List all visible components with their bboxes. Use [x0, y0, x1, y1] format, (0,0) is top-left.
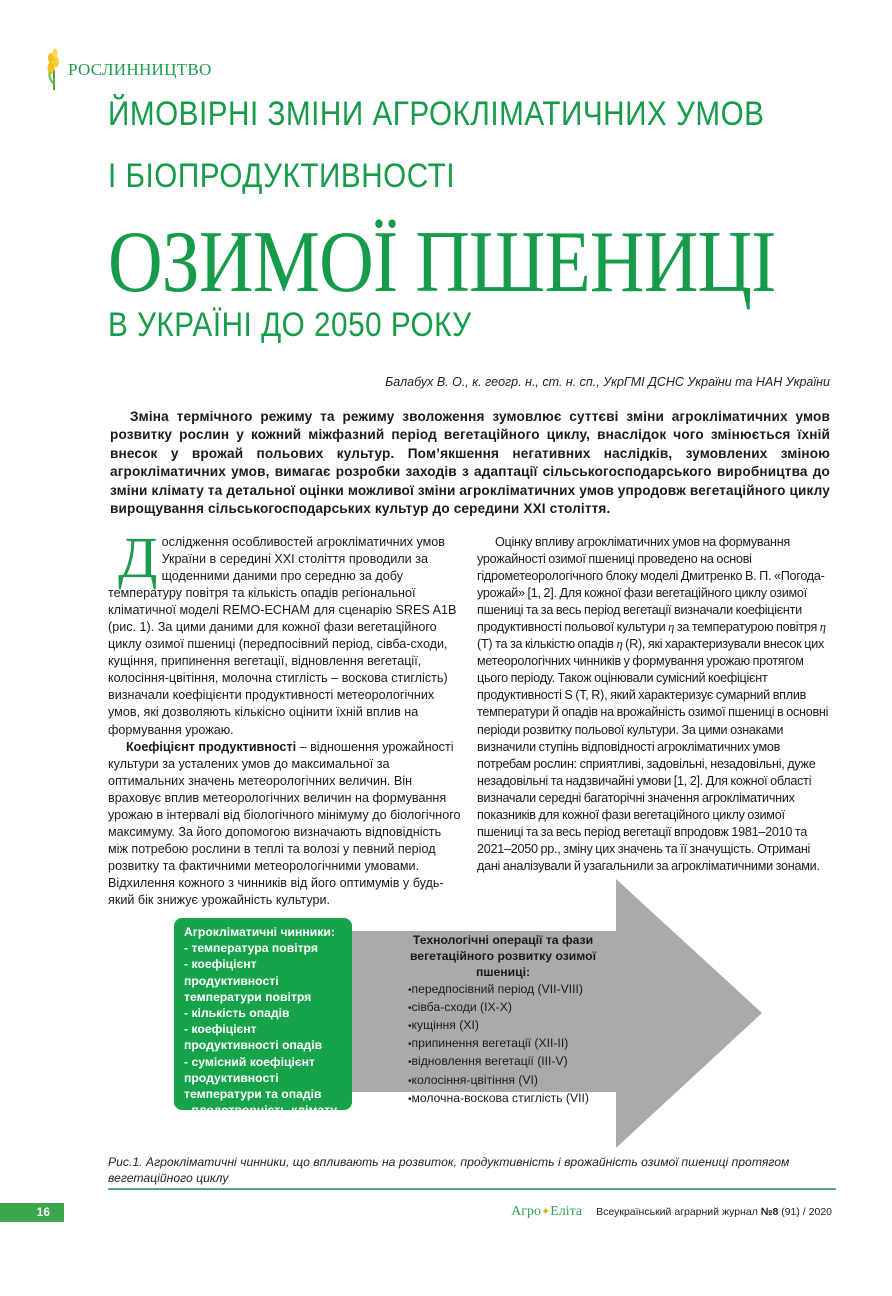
section-tag [42, 44, 212, 92]
phase-item: • сівба-сходи (IX-X) [408, 999, 598, 1017]
paragraph-1-text: ослідження особливостей агрокліматичних умов України в середині XXI століття проводили за щоденними даними про середню за добу температуру повітря та кількість опадів регіональної кліматичної моделі REMO-ECHAM для сценарію SRES A1B (рис. 1). За цими даними для кожної фази вегетаційного циклу озимої пшениці (передпосівний період, сівба-сходи, кущіння, припинення вегетації, відновлення вегетації, колосіння-цвітіння, молочна стиглість – воскова стиглість) визначали коефіцієнти продуктивності метеорологічних умов, які дозволяють кількісно оцінити їхній вплив на формування урожаю. [108, 535, 457, 737]
phase-item: • припинення вегетації (XII-II) [408, 1035, 598, 1053]
paragraph-3-part-b: за температурою повітря [674, 620, 820, 635]
factor-item: - температура повітря [184, 941, 318, 956]
section-label: РОСЛИННИЦТВО [68, 60, 212, 79]
factor-item: - сумісний коефіцієнт продуктивності температури та опадів [184, 1054, 322, 1102]
term-bold: Коефіцієнт продуктивності [126, 739, 297, 754]
wheat-icon [42, 44, 66, 92]
factor-item: - кількість опадів [184, 1006, 290, 1021]
agroelita-logo [511, 1204, 582, 1220]
green-box-header: Агрокліматичні чинники: [184, 925, 335, 939]
phases-list [408, 932, 598, 1108]
title-line-2: І БІОПРОДУКТИВНОСТІ [108, 157, 456, 195]
factor-item: - плодотворність клімату [184, 1103, 338, 1118]
spark-icon: ✦ [540, 1206, 551, 1218]
agroclimatic-factors-box [174, 918, 352, 1118]
title-line-4: В УКРАЇНІ ДО 2050 РОКУ [108, 306, 472, 344]
eta-symbol: η [668, 620, 675, 635]
journal-year: (91) / 2020 [778, 1206, 832, 1218]
figure-diagram [170, 878, 770, 1150]
eta-symbol: η [616, 637, 623, 652]
paragraph-1 [108, 525, 464, 739]
footer [511, 1204, 832, 1220]
journal-info [596, 1206, 832, 1218]
footer-divider [108, 1188, 836, 1190]
phase-item: • колосіння-цвітіння (VI) [408, 1072, 598, 1090]
paragraph-3-part-d: (R), які характеризували внесок цих метеорологічних чинників у формування урожаю протягом цього періоду. Також оцінювали сумісний коефіцієнт продуктивності S (T, R), який характеризує сумарний вплив температури й опадів на врожайність озимої пшениці в основні періоди розвитку польової культури. За цими ознаками визначили ступінь відповідності агрокліматичних умов потребам рослин: сприятливі, задовільні, незадовільні, дуже незадовільні та надзвичайні умови [1, 2]. Для кожної області визначали середні багаторічні значення агрокліматичних показників для кожної фази вегетаційного циклу озимої пшениці та за весь період вегетації впродовж 1981–2010 та 2021–2050 рр., зміну цих значень та її значущість. Отримані дані аналізували й узагальнили за агрокліматичними зонами. [477, 637, 829, 873]
journal-name: Всеукраїнський аграрний журнал [596, 1206, 761, 1218]
title-line-3: ОЗИМОЇ ПШЕНИЦІ [108, 214, 776, 311]
page-number: 16 [0, 1203, 64, 1222]
factor-item: - коефіцієнт продуктивності опадів [184, 1022, 323, 1053]
dropcap: Д [118, 525, 158, 590]
factor-item: - коефіцієнт продуктивності температури повітря [184, 957, 312, 1004]
journal-issue: №8 [760, 1206, 779, 1218]
title-line-1: ЙМОВІРНІ ЗМІНИ АГРОКЛІМАТИЧНИХ УМОВ [108, 95, 765, 133]
phases-header: Технологічні операції та фази вегетаційного розвитку озимої пшениці: [409, 933, 597, 980]
body-column-left [108, 525, 464, 909]
figure-caption: Рис.1. Агрокліматичні чинники, що впливають на розвиток, продуктивність і врожайність озимої пшениці протягом вегетаційного циклу [108, 1155, 790, 1185]
phase-item: • передпосівний період (VII-VIII) [408, 981, 598, 999]
eta-symbol: η [819, 620, 826, 635]
paragraph-3-part-a: Оцінку впливу агрокліматичних умов на формування урожайності озимої пшениці проведено на основі гідрометеорологічного блоку моделі Дмитренко В. П. «Погода-урожай» [1, 2]. Для кожної фази вегетаційного циклу озимої пшениці та за весь період вегетації визначали коефіцієнти продуктивності польової культури [477, 535, 825, 635]
logo-right: Еліта [550, 1204, 583, 1219]
body-column-right [477, 534, 833, 875]
authors: Балабух В. О., к. геогр. н., ст. н. сп., УкрГМІ ДСНС України та НАН України [385, 375, 830, 389]
phase-item: • молочна-воскова стиглість (VII) [408, 1090, 598, 1108]
paragraph-3 [477, 534, 833, 875]
logo-left: Агро [511, 1204, 541, 1219]
phase-item: • відновлення вегетації (III-V) [408, 1053, 598, 1071]
paragraph-2-text: – відношення урожайності культури за усталених умов до максимальної за оптимальних значень метеорологічних величин. Він враховує вплив метеорологічних величин на формування урожаю в інтервалі від біологічного мінімуму до біологічного максимуму. За його допомогою визначають відповідність між потребою рослини в теплі та волозі у певний період розвитку та фактичними метеорологічними умовами. Відхилення кожного з чинників від його оптимумів у будь-який бік знижує урожайність культури. [108, 739, 461, 907]
phase-item: • кущіння (XI) [408, 1017, 598, 1035]
paragraph-3-part-c: (T) та за кількістю опадів [477, 637, 617, 652]
abstract: Зміна термічного режиму та режиму зволоження зумовлює суттєві зміни агрокліматичних умов розвитку рослин у кожний міжфазний період вегетаційного циклу, внаслідок чого змінюється їхній внесок у врожай польових культур. Пом’якшення негативних наслідків, зумовлених зміною агрокліматичних умов, вимагає розробки заходів з адаптації сільськогосподарського виробництва до зміни клімату та детальної оцінки можливої зміни агрокліматичних умов упродовж вегетаційного циклу вирощування сільськогосподарських культур до середини XXI століття. [110, 409, 830, 517]
